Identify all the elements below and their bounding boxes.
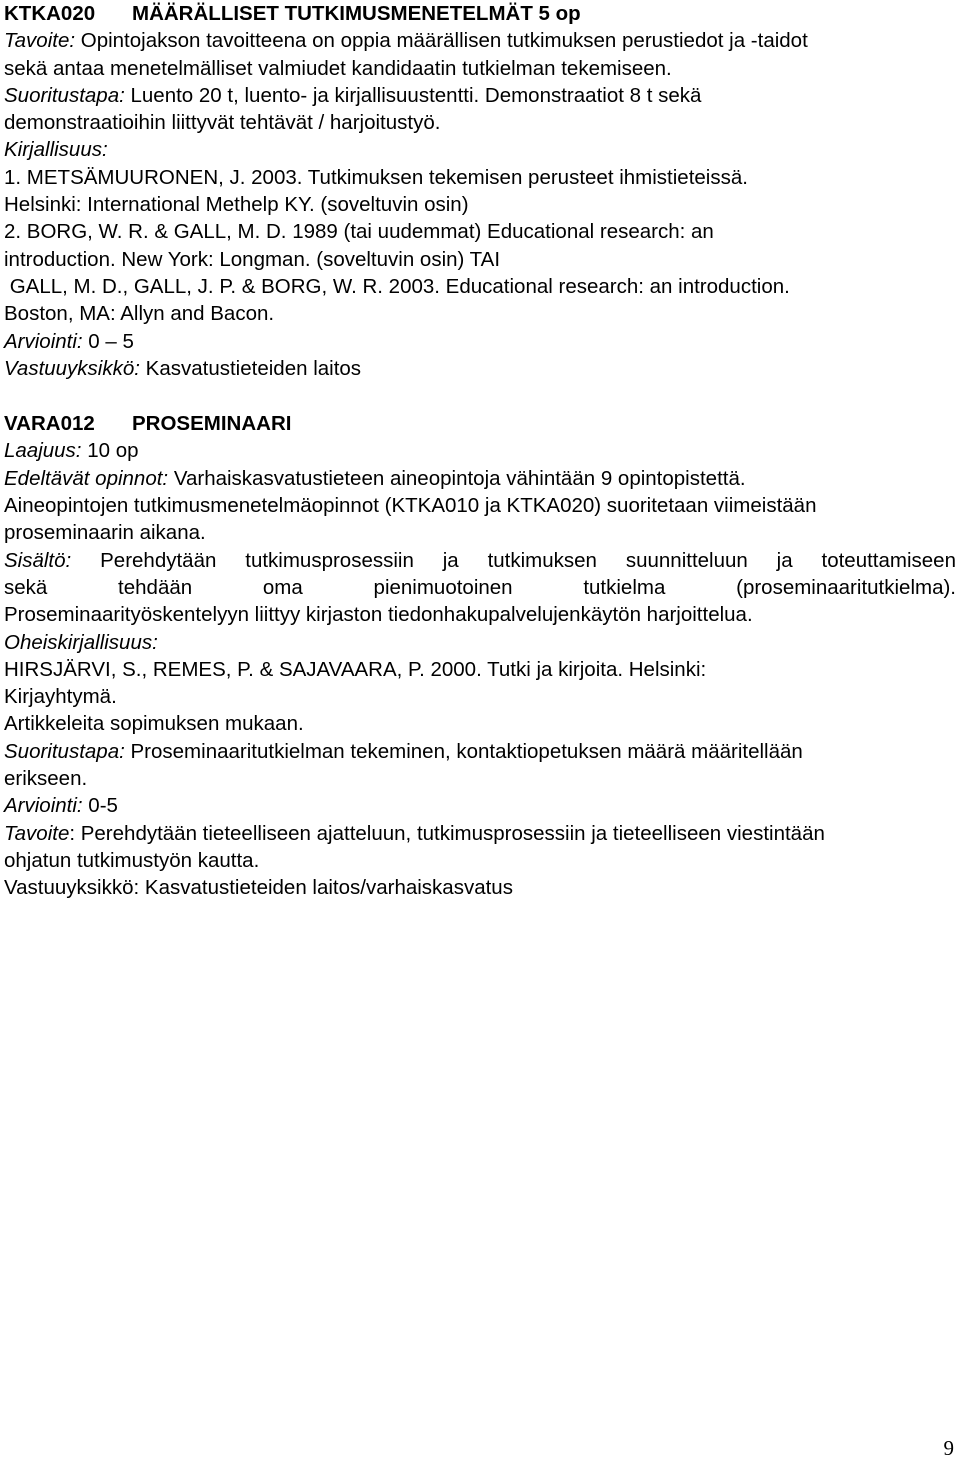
oheiskirjallisuus-item: HIRSJÄRVI, S., REMES, P. & SAJAVAARA, P. 2000. Tutki ja kirjoita. Helsinki: [4,657,707,681]
oheiskirjallisuus-label: Oheiskirjallisuus: [4,630,158,654]
vastuuyksikko-line: Vastuuyksikkö: Kasvatustieteiden laitos/varhaiskasvatus [4,876,513,900]
tavoite-label: Tavoite: [4,29,76,53]
course-code: KTKA020 [4,2,96,25]
tavoite-text: Opintojakson tavoitteena on oppia määrällisen tutkimuksen perustiedot ja -taidot [75,29,808,53]
arviointi-label: Arviointi: [4,794,83,818]
edeltavat-label: Edeltävät opinnot: [4,466,169,490]
arviointi-value: 0-5 [82,794,118,818]
kirjallisuus-label: Kirjallisuus: [4,138,108,162]
vastuuyksikko-label: Vastuuyksikkö: [4,356,140,380]
edeltavat-value: Varhaiskasvatustieteen aineopintoja vähintään 9 opintopistettä. [168,466,746,490]
suoritustapa-label: Suoritustapa: [4,83,125,107]
aineopinnot-line: Aineopintojen tutkimusmenetelmäopinnot (KTKA010 ja KTKA020) suoritetaan viimeistään [4,494,817,518]
vastuuyksikko-line [4,355,956,382]
sisalto-continued: sekä tehdään oma pienimuotoinen tutkielma (proseminaaritutkielma). [4,575,956,599]
vastuuyksikko-value: Kasvatustieteiden laitos [139,356,362,380]
arviointi-value: 0 – 5 [82,329,134,353]
edeltavat-line [4,465,956,492]
suoritustapa-continued: demonstraatioihin liittyvät tehtävät / harjoitustyö. [4,111,441,135]
tavoite-line [4,820,956,847]
sisalto-label: Sisältö: [4,548,72,572]
course-name: PROSEMINAARI [132,412,292,436]
literature-item: introduction. New York: Longman. (soveltuvin osin) TAI [4,247,501,271]
course-name: MÄÄRÄLLISET TUTKIMUSMENETELMÄT 5 op [132,2,581,25]
suoritustapa-label: Suoritustapa: [4,739,125,763]
oheiskirjallisuus-item: Artikkeleita sopimuksen mukaan. [4,712,304,736]
arviointi-line [4,328,956,355]
literature-item: Helsinki: International Methelp KY. (soveltuvin osin) [4,193,469,217]
suoritustapa-line [4,82,956,109]
laajuus-label: Laajuus: [4,439,82,463]
aineopinnot-continued: proseminaarin aikana. [4,521,206,545]
laajuus-line [4,437,956,464]
section-spacer [4,382,956,409]
suoritustapa-continued: erikseen. [4,767,88,791]
suoritustapa-text: Proseminaaritutkielman tekeminen, kontaktiopetuksen määrä määritellään [124,739,803,763]
suoritustapa-text: Luento 20 t, luento- ja kirjallisuustentti. Demonstraatiot 8 t sekä [124,83,702,107]
sisalto-continued: Proseminaarityöskentelyyn liittyy kirjaston tiedonhakupalvelujenkäytön harjoittelua. [4,603,753,627]
literature-item: 2. BORG, W. R. & GALL, M. D. 1989 (tai uudemmat) Educational research: an [4,220,714,244]
literature-item: 1. METSÄMUURONEN, J. 2003. Tutkimuksen tekemisen perusteet ihmistieteissä. [4,165,748,189]
sisalto-text: Perehdytään tutkimusprosessiin ja tutkimuksen suunnitteluun ja toteuttamiseen [71,548,956,572]
course-title-ktka020 [4,0,956,27]
laajuus-value: 10 op [81,439,139,463]
literature-item: Boston, MA: Allyn and Bacon. [4,302,275,326]
sisalto-line [4,547,956,574]
document-page [4,0,956,902]
suoritustapa-line [4,738,956,765]
tavoite-continued: sekä antaa menetelmälliset valmiudet kandidaatin tutkielman tekemiseen. [4,56,672,80]
tavoite-continued: ohjatun tutkimustyön kautta. [4,848,260,872]
literature-item: GALL, M. D., GALL, J. P. & BORG, W. R. 2003. Educational research: an introduction. [4,274,790,298]
arviointi-line [4,792,956,819]
oheiskirjallisuus-item: Kirjayhtymä. [4,685,117,709]
page-number: 9 [943,1436,954,1460]
tavoite-line [4,27,956,54]
course-title-vara012 [4,410,956,437]
tavoite-label: Tavoite [4,821,70,845]
tavoite-text: : Perehdytään tieteelliseen ajatteluun, tutkimusprosessiin ja tieteelliseen viestintään [69,821,825,845]
course-code: VARA012 [4,412,95,436]
arviointi-label: Arviointi: [4,329,83,353]
